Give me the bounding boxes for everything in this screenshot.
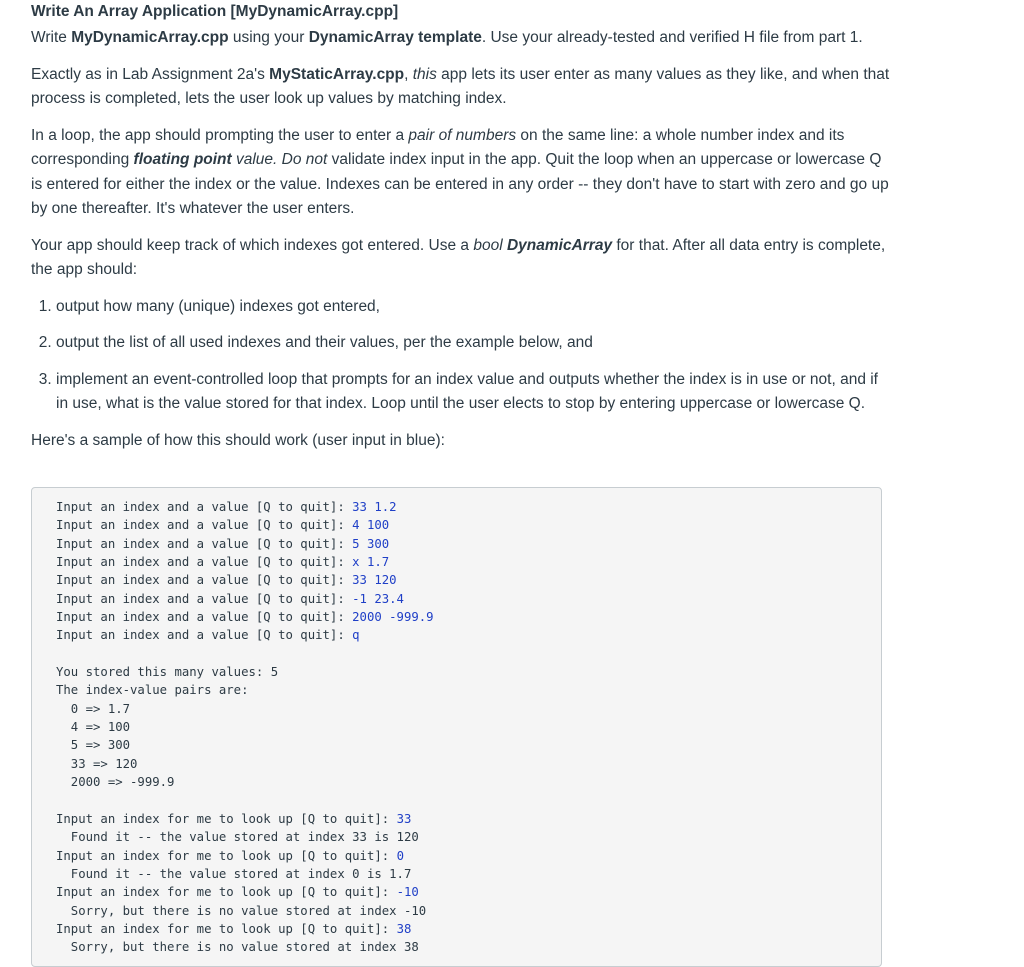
output-text: Input an index and a value [Q to quit]:: [56, 628, 353, 643]
intro-paragraph: Write MyDynamicArray.cpp using your DynamicArray template. Use your already-tested and verified H file from part 1.: [31, 29, 863, 46]
pair-line: [56, 718, 881, 736]
entry-line: [56, 590, 881, 608]
stored-count-line: [56, 663, 881, 681]
output-text: Input an index and a value [Q to quit]:: [56, 591, 353, 606]
output-text: 4 => 100: [56, 720, 131, 735]
lookup-prompt-line: [56, 847, 881, 865]
user-input-text: 5 300: [352, 536, 390, 551]
output-text: Input an index and a value [Q to quit]:: [56, 500, 353, 514]
sample-intro: Here's a sample of how this should work (user input in blue):: [31, 431, 445, 449]
entry-line: [56, 571, 881, 589]
output-text: 33 => 120: [56, 756, 138, 771]
tracking-paragraph: Your app should keep track of which indexes got entered. Use a bool DynamicArray for that. After all data entry is complete, the app should:: [31, 236, 886, 278]
output-text: 0 => 1.7: [56, 701, 131, 716]
user-input-text: -10: [396, 885, 419, 900]
output-text: Sorry, but there is no value stored at index 38: [56, 940, 419, 955]
output-text: Sorry, but there is no value stored at index -10: [56, 903, 427, 918]
output-text: 2000 => -999.9: [56, 775, 175, 790]
user-input-text: -1 23.4: [352, 591, 404, 606]
user-input-text: 2000 -999.9: [352, 610, 434, 625]
output-text: Input an index and a value [Q to quit]:: [56, 610, 353, 625]
lookup-result-line: [56, 902, 881, 920]
pair-line: [56, 755, 881, 773]
blank-line: [56, 792, 881, 810]
list-item: 2. output the list of all used indexes and their values, per the example below, and: [56, 331, 891, 356]
lookup-prompt-line: [56, 810, 881, 828]
lookup-result-line: [56, 865, 881, 883]
pair-line: [56, 736, 881, 754]
requirements-list: [31, 295, 891, 417]
lookup-result-line: [56, 828, 881, 846]
output-text: Found it -- the value stored at index 33 is 120: [56, 830, 419, 845]
sample-output-code-block: [31, 487, 882, 967]
list-item: 1. output how many (unique) indexes got entered,: [56, 295, 891, 320]
assignment-content: [31, 0, 891, 453]
pair-line: [56, 700, 881, 718]
user-input-text: 38: [396, 921, 412, 936]
output-text: 5 => 300: [56, 738, 131, 753]
output-text: Input an index for me to look up [Q to quit]:: [56, 885, 397, 900]
code-text: [32, 488, 881, 957]
entry-line: [56, 626, 881, 644]
entry-line: [56, 498, 881, 516]
blank-line: [56, 645, 881, 663]
output-text: Found it -- the value stored at index 0 is 1.7: [56, 866, 412, 881]
entry-line: [56, 608, 881, 626]
output-text: You stored this many values: 5: [56, 665, 279, 680]
pair-line: [56, 773, 881, 791]
lookup-prompt-line: [56, 920, 881, 938]
lookup-result-line: [56, 938, 881, 956]
output-text: The index-value pairs are:: [56, 683, 249, 698]
pairs-header-line: [56, 681, 881, 699]
output-text: Input an index and a value [Q to quit]:: [56, 536, 353, 551]
loop-paragraph: In a loop, the app should prompting the user to enter a pair of numbers on the same line: a whole number index and its corresponding floating point value. Do not validate index input in the app. Quit the loop when an uppercase or lowercase Q is entered for either the index or the value. Indexes can be entered in any order -- they don't have to start with zero and go up by one thereafter. It's whatever the user enters.: [31, 126, 889, 217]
output-text: Input an index and a value [Q to quit]:: [56, 518, 353, 533]
user-input-text: 33: [396, 811, 412, 826]
output-text: Input an index for me to look up [Q to quit]:: [56, 848, 397, 863]
lookup-prompt-line: [56, 883, 881, 901]
page-title: Write An Array Application [MyDynamicArray.cpp]: [31, 3, 399, 20]
user-input-text: 33 120: [352, 573, 397, 588]
list-item: 3. implement an event-controlled loop that prompts for an index value and outputs whether the index is in use or not, and if in use, what is the value stored for that index. Loop until the user elects to stop by entering uppercase or lowercase Q.: [56, 368, 891, 417]
user-input-text: x 1.7: [352, 555, 390, 570]
user-input-text: 0: [396, 848, 404, 863]
user-input-text: q: [352, 628, 360, 643]
entry-line: [56, 553, 881, 571]
output-text: Input an index for me to look up [Q to quit]:: [56, 811, 397, 826]
user-input-text: 33 1.2: [352, 500, 397, 514]
user-input-text: 4 100: [352, 518, 390, 533]
entry-line: [56, 535, 881, 553]
entry-line: [56, 516, 881, 534]
output-text: Input an index and a value [Q to quit]:: [56, 573, 353, 588]
output-text: Input an index for me to look up [Q to quit]:: [56, 921, 397, 936]
description-paragraph: Exactly as in Lab Assignment 2a's MyStaticArray.cpp, this app lets its user enter as many values as they like, and when that process is completed, lets the user look up values by matching index.: [31, 65, 890, 107]
output-text: Input an index and a value [Q to quit]:: [56, 555, 353, 570]
